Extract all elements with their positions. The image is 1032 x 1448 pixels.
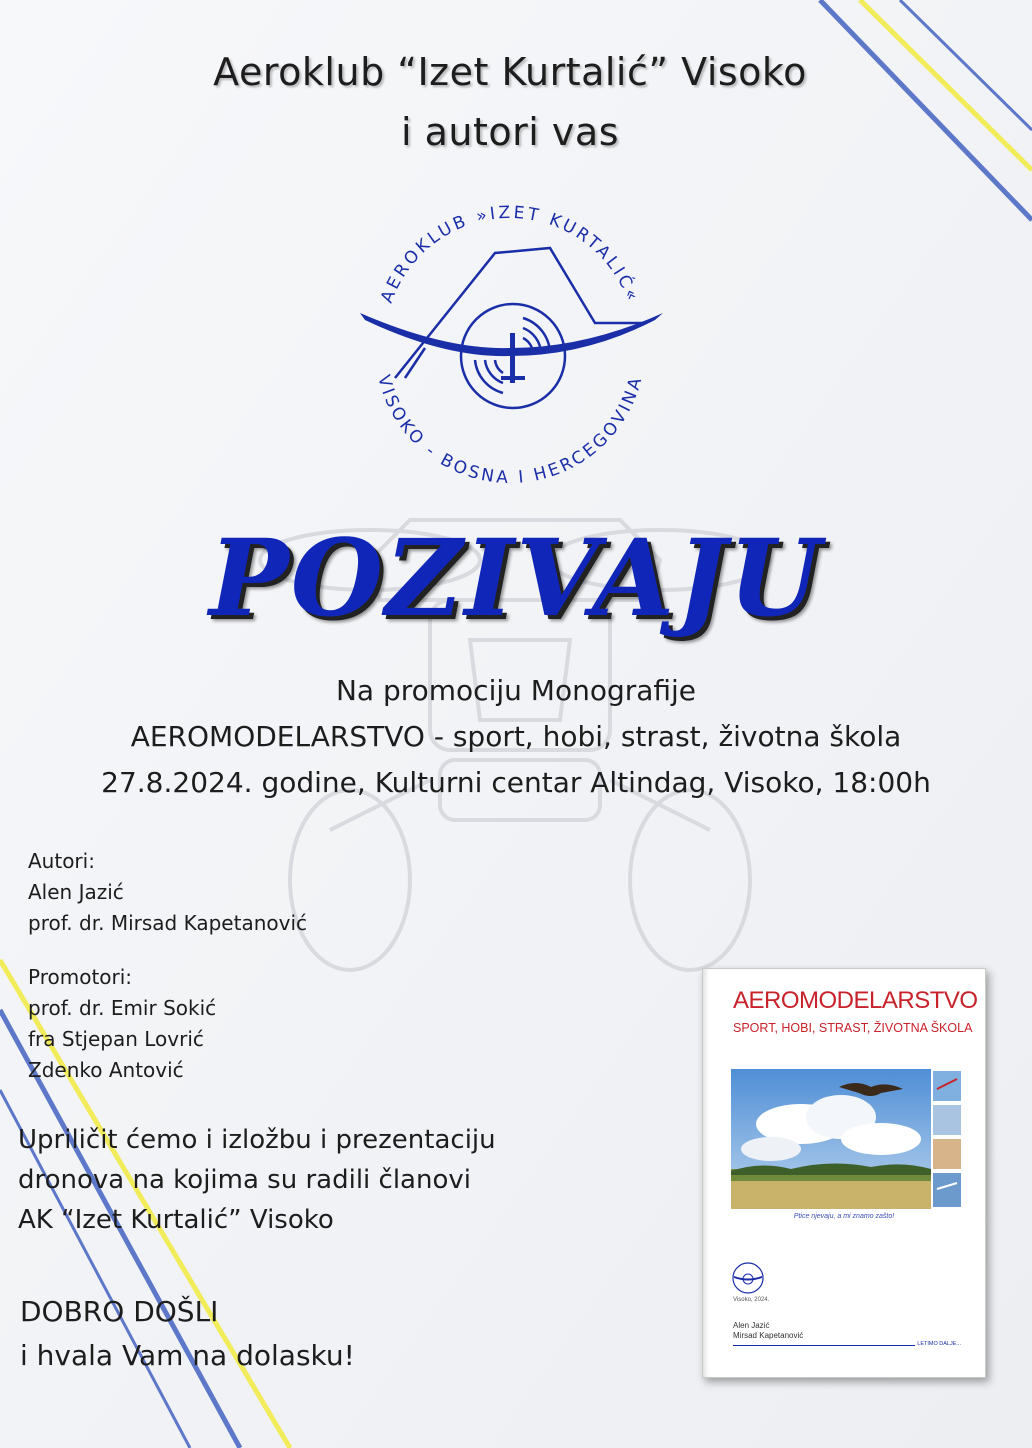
svg-text:AEROKLUB »IZET KURTALIĆ« [377,203,643,306]
book-author-2: Mirsad Kapetanović [733,1331,804,1340]
exhibition-line-1: Upriličit ćemo i izložbu i prezentaciju [18,1125,496,1155]
book-author-1: Alen Jazić [733,1321,770,1330]
book-cover-photo [731,1069,963,1209]
promotion-line-1: Na promociju Monografije [335,674,697,707]
promoter-name: prof. dr. Emir Sokić [28,996,217,1020]
exhibition-line-3: AK “Izet Kurtalić” Visoko [18,1205,334,1235]
book-cover [702,968,986,1378]
book-motto: Ptice njevaju, a mi znamo zašto! [793,1213,895,1220]
header-line-2: i autori vas [401,110,619,154]
authors-label: Autori: [28,849,95,873]
aeroklub-logo [345,178,675,508]
headline-pozivaju: POZIVAJU [209,515,823,640]
svg-text:VISOKO - BOSNA I HERCEGOVINA [373,373,647,488]
promoters-label: Promotori: [28,965,133,989]
promotion-line-3: 27.8.2024. godine, Kulturni centar Altindag, Visoko, 18:00h [101,766,931,799]
book-subtitle: SPORT, HOBI, STRAST, ŽIVOTNA ŠKOLA [733,1021,973,1035]
book-year: Visoko, 2024. [733,1297,770,1303]
authors-block [28,846,307,939]
book-tagline: LETIMO DALJE... [917,1341,961,1347]
book-small-logo [731,1261,765,1295]
header-line-1: Aeroklub “Izet Kurtalić” Visoko [213,50,807,94]
welcome-line-2: i hvala Vam na dolasku! [20,1339,355,1372]
logo-ring-bottom-text: VISOKO - BOSNA I HERCEGOVINA [373,372,647,489]
promoter-name: Zdenko Antović [28,1058,184,1082]
promotion-line-2: AEROMODELARSTVO - sport, hobi, strast, životna škola [130,720,902,753]
book-title: AEROMODELARSTVO [733,987,978,1014]
welcome-line-1: DOBRO DOŠLI [20,1295,219,1328]
exhibition-block [18,1120,496,1240]
author-name: prof. dr. Mirsad Kapetanović [28,911,307,935]
promoter-name: fra Stjepan Lovrić [28,1027,204,1051]
logo-ring-top-text: AEROKLUB »IZET KURTALIĆ« [377,202,643,306]
welcome-block [20,1290,355,1378]
author-name: Alen Jazić [28,880,124,904]
exhibition-line-2: dronova na kojima su radili članovi [18,1165,471,1195]
promoters-block [28,962,216,1086]
